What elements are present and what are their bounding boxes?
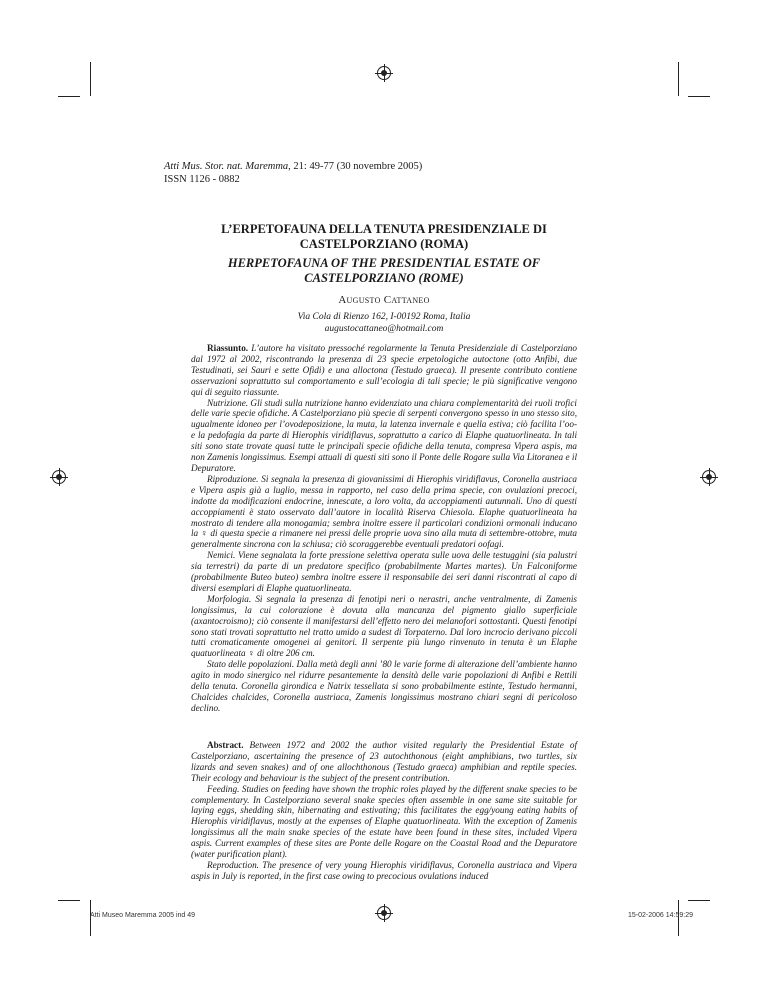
abstract-section xyxy=(191,740,577,882)
abstract-label: Abstract. xyxy=(207,740,244,750)
riassunto-paragraph: Riproduzione. Si segnala la presenza di giovanissimi di Hierophis viridiflavus, Coronella austriaca e Vipera aspis già a luglio, messa in rapporto, nel caso della prima specie, con ovulazioni precoci, indotte da modificazioni endocrine, innescate, a loro volta, da accoppiamenti autunnali. Uno di questi accoppiamenti è stato osservato dall’autore in località Riserva Chiesola. Elaphe quatuorlineata ha mostrato di tendere alla monogamia; sembra inoltre essere il particolari condizioni ormonali inducano la ♀ di questa specie a rimanere nei pressi delle proprie uova sino alla muta di settembre-ottobre, muta generalmente sincrona con la schiusa; ciò scoraggerebbe eventuali predatori oofagi. xyxy=(191,473,577,550)
riassunto-paragraph: Morfologia. Si segnala la presenza di fenotipi neri o nerastri, anche ventralmente, di Zamenis longissimus, la cui colorazione è dovuta alla mancanza del pigmento giallo superficiale (axantocroismo); ciò consente il manifestarsi dell’effetto nero dei melanofori sottostanti. Questi fenotipi sono stati trovati soprattutto nel tratto umido a sudest di Torpaterno. Dal loro incrocio derivano piccoli tutti cromaticamente omogenei ai genitori. Il serpente più lungo rinvenuto in tenuta è un Elaphe quatuorlineata ♀ di oltre 206 cm. xyxy=(191,593,577,659)
riassunto-label: Riassunto. xyxy=(207,343,249,353)
journal-issue: , 21: 49-77 (30 novembre 2005) xyxy=(288,161,423,172)
riassunto-paragraph: Stato delle popolazioni. Dalla metà degli anni ’80 le varie forme di alterazione dell’ambiente hanno agito in modo sinergico nel ridurre pesantemente la densità delle varie popolazioni di Anfibi e Rettili della tenuta. Coronella girondica e Natrix tessellata si sono probabilmente estinte, Testudo hermanni, Chalcides chalcides, Coronella austriaca, Zamenis longissimus mostrano chiari segni di pericoloso declino. xyxy=(191,659,577,713)
journal-citation xyxy=(164,160,422,186)
author-address: Via Cola di Rienzo 162, I-00192 Roma, Italia augustocattaneo@hotmail.com xyxy=(164,311,604,335)
footer-filename: Atti Museo Maremma 2005 ind 49 xyxy=(90,912,196,919)
journal-name: Atti Mus. Stor. nat. Maremma xyxy=(164,161,289,172)
title-english: HERPETOFAUNA OF THE PRESIDENTIAL ESTATE OF CASTELPORZIANO (ROME) xyxy=(227,256,541,285)
riassunto-paragraph: Riassunto. L’autore ha visitato pressoché regolarmente la Tenuta Presidenziale di Castelporziano dal 1972 al 2002, riscontrando la presenza di 23 specie erpetologiche autoctone (otto Anfibi, due Testudinati, sei Sauri e sette Ofidi) e una alloctona (Testudo graeca). Il presente contributo contiene osservazioni soprattutto sul comportamento e sull’ecologia di tali specie; le più significative vengono qui di seguito riassunte. xyxy=(191,343,577,397)
author-name: Augusto Cattaneo xyxy=(338,294,430,306)
crop-mark xyxy=(688,96,710,97)
registration-mark-icon xyxy=(377,66,391,80)
abstract-paragraph: Reproduction. The presence of very young Hierophis viridiflavus, Coronella austriaca and Vipera aspis in July is reported, in the first case owing to precocious ovulations induced xyxy=(191,859,577,881)
crop-mark xyxy=(58,96,80,97)
title-italian: L’ERPETOFAUNA DELLA TENUTA PRESIDENZIALE DI CASTELPORZIANO (ROMA) xyxy=(221,222,547,251)
footer-timestamp: 15-02-2006 14:59:29 xyxy=(628,912,693,919)
riassunto-section xyxy=(191,343,577,714)
crop-mark xyxy=(688,900,710,901)
crop-mark xyxy=(58,900,80,901)
crop-mark xyxy=(90,62,91,96)
crop-mark xyxy=(678,62,679,96)
riassunto-paragraph: Nutrizione. Gli studi sulla nutrizione hanno evidenziato una chiara complementarità dei ruoli trofici delle varie specie ofidiche. A Castelporziano più specie di serpenti convergono spesso in uno stesso sito, ugualmente idoneo per l’ovodeposizione, la muta, la latenza invernale e quella estiva; ciò facilita l’oo- e la pedofagia da parte di Hierophis viridiflavus, soprattutto a carico di Elaphe quatuorlineata. In tali siti sono state trovate quasi tutte le principali specie ofidiche della tenuta, compresa Vipera aspis, ma non Zamenis longissimus. Esempi attuali di questi siti sono il Ponte delle Rogare sulla Via Litoranea e il Depuratore. xyxy=(191,397,577,473)
registration-mark-icon xyxy=(702,470,716,484)
abstract-paragraph: Abstract. Between 1972 and 2002 the author visited regularly the Presidential Estate of Castelporziano, ascertaining the presence of 23 autochthonous (eight amphibians, two turtles, six lizards and seven snakes) and of one allochthonous (Testudo graeca) amphibian and reptile species. Their ecology and behaviour is the subject of the present contribution. xyxy=(191,740,577,783)
author-email: augustocattaneo@hotmail.com xyxy=(324,324,444,334)
abstract-paragraph: Feeding. Studies on feeding have shown the trophic roles played by the different snake species to be complementary. In Castelporziano several snake species often assemble in one same site suitable for laying eggs, shedding skin, hibernating and estivating; this facilitates the egg/young eating habits of Hierophis viridiflavus, mostly at the expenses of Elaphe quatuorlineata. With the exception of Zamenis longissimus all the main snake species of the estate have been found in these sites, included Vipera aspis. Current examples of these sites are Ponte delle Rogare on the Coastal Road and the Depuratore (water purification plant). xyxy=(191,783,577,860)
registration-mark-icon xyxy=(52,470,66,484)
journal-issn: ISSN 1126 - 0882 xyxy=(164,174,240,185)
registration-mark-icon xyxy=(377,906,391,920)
riassunto-paragraph: Nemici. Viene segnalata la forte pressione selettiva operata sulle uova delle testuggini (sia palustri sia terrestri) da parte di un predatore specifico (probabilmente Martes martes). Un Falconiforme (probabilmente Buteo buteo) sembra inoltre essere il responsabile dei seri danni riscontrati al capo di diversi esemplari di Elaphe quatuorlineata. xyxy=(191,550,577,593)
